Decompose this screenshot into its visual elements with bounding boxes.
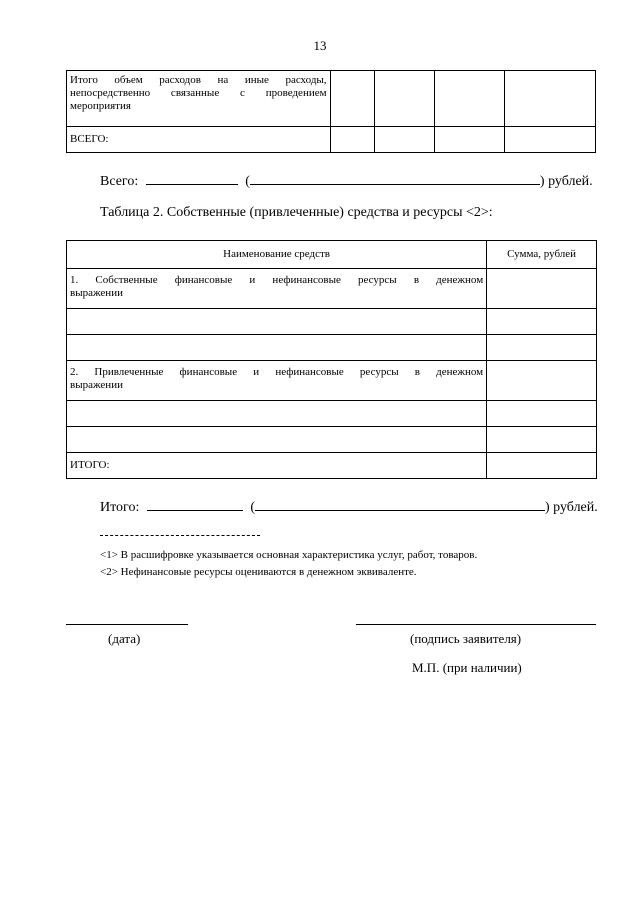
table-cell — [505, 127, 596, 153]
table-cell — [435, 127, 505, 153]
table-cell — [487, 401, 597, 427]
stamp-label: М.П. (при наличии) — [412, 660, 522, 675]
amount-field — [147, 498, 243, 511]
signature-line — [356, 624, 596, 625]
table-cell — [487, 453, 597, 479]
currency-label: ) рублей. — [545, 500, 598, 515]
attracted-resources-label: 2. Привлеченные финансовые и нефинансовые ресурсы в денежном выражении — [67, 361, 487, 401]
total-amount-line — [100, 172, 593, 190]
footnote-2: <2> Нефинансовые ресурсы оцениваются в денежном эквиваленте. — [100, 566, 417, 578]
total-amount-line-2 — [100, 498, 598, 516]
table-row — [67, 453, 597, 479]
expenses-table — [66, 70, 596, 153]
table-cell — [375, 127, 435, 153]
table-cell — [487, 361, 597, 401]
table-cell — [330, 127, 375, 153]
table-row — [67, 127, 596, 153]
page-number: 13 — [313, 38, 327, 53]
resources-table — [66, 240, 597, 479]
own-resources-label: 1. Собственные финансовые и нефинансовые ресурсы в денежном выражении — [67, 269, 487, 309]
open-paren: ( — [250, 500, 255, 515]
amount-field — [146, 172, 238, 185]
column-header-sum: Сумма, рублей — [487, 241, 597, 269]
table-cell — [330, 71, 375, 127]
table-row — [67, 401, 597, 427]
date-label: (дата) — [108, 631, 141, 646]
table-row — [67, 71, 596, 127]
table-cell — [375, 71, 435, 127]
table-cell — [67, 401, 487, 427]
table-cell — [67, 427, 487, 453]
table2-caption: Таблица 2. Собственные (привлеченные) средства и ресурсы <2>: — [100, 205, 493, 220]
table-cell — [487, 427, 597, 453]
date-line — [66, 624, 188, 625]
other-expenses-label: Итого объем расходов на иные расходы, непосредственно связанные с проведением мероприятия — [67, 71, 331, 127]
total-label: ИТОГО: — [67, 453, 487, 479]
table-cell — [505, 71, 596, 127]
table-cell — [67, 335, 487, 361]
total-label: Всего: — [100, 174, 139, 189]
footnote-1: <1> В расшифровке указывается основная характеристика услуг, работ, товаров. — [100, 549, 478, 561]
table-row — [67, 269, 597, 309]
total-all-label: ВСЕГО: — [67, 127, 331, 153]
table-cell — [67, 309, 487, 335]
table-row — [67, 241, 597, 269]
table-row — [67, 427, 597, 453]
column-header-name: Наименование средств — [67, 241, 487, 269]
table-cell — [487, 309, 597, 335]
signature-label: (подпись заявителя) — [410, 631, 522, 646]
total-label: Итого: — [100, 500, 140, 515]
table-cell — [487, 269, 597, 309]
footnote-divider — [100, 535, 260, 536]
table-row — [67, 361, 597, 401]
table-cell — [435, 71, 505, 127]
amount-in-words-field — [255, 498, 545, 511]
open-paren: ( — [245, 174, 250, 189]
table-row — [67, 309, 597, 335]
currency-label: ) рублей. — [539, 174, 593, 189]
table-row — [67, 335, 597, 361]
amount-in-words-field — [250, 172, 540, 185]
table-cell — [487, 335, 597, 361]
